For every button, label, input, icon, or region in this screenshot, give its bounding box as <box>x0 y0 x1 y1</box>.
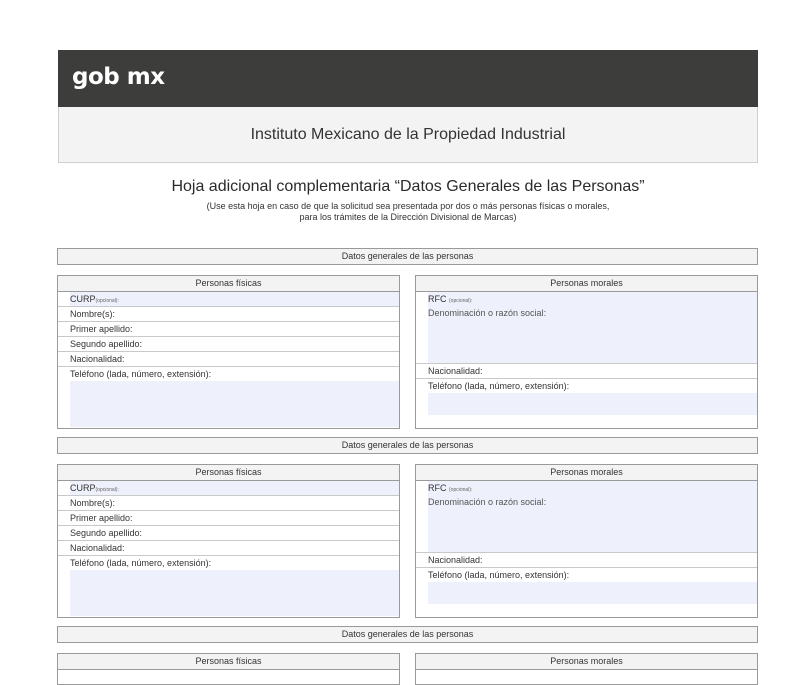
section-1-personas-fisicas <box>57 275 400 429</box>
morales-nacionalidad-label: Nacionalidad: <box>428 555 483 565</box>
telefono-input[interactable] <box>70 570 399 616</box>
denominacion-field[interactable] <box>416 306 757 364</box>
telefono-label: Teléfono (lada, número, extensión): <box>70 558 212 568</box>
morales-telefono-field[interactable] <box>416 379 757 415</box>
telefono-field[interactable] <box>58 367 399 427</box>
morales-telefono-input[interactable] <box>428 393 757 415</box>
institute-name: Instituto Mexicano de la Propiedad Industrial <box>58 107 758 163</box>
rfc-label: RFC <box>428 483 447 493</box>
primer-apellido-label: Primer apellido: <box>70 324 133 334</box>
primer-apellido-field[interactable] <box>58 322 399 337</box>
curp-optional-note: (opcional): <box>95 487 119 493</box>
nacionalidad-field[interactable] <box>58 541 399 556</box>
gob-mx-banner <box>58 50 758 107</box>
personas-morales-title: Personas morales <box>416 654 757 670</box>
nacionalidad-label: Nacionalidad: <box>70 543 125 553</box>
morales-telefono-field[interactable] <box>416 568 757 604</box>
curp-field[interactable] <box>58 292 399 307</box>
rfc-label: RFC <box>428 294 447 304</box>
personas-morales-title: Personas morales <box>416 465 757 481</box>
rfc-input[interactable] <box>428 481 757 495</box>
section-3-personas-fisicas <box>57 653 400 685</box>
segundo-apellido-field[interactable] <box>58 526 399 541</box>
curp-label: CURP <box>70 294 96 304</box>
personas-fisicas-title: Personas físicas <box>58 465 399 481</box>
rfc-input[interactable] <box>428 292 757 306</box>
telefono-field[interactable] <box>58 556 399 616</box>
section-2-personas-morales <box>415 464 758 618</box>
morales-nacionalidad-field[interactable] <box>416 364 757 379</box>
morales-telefono-label: Teléfono (lada, número, extensión): <box>428 570 570 580</box>
segundo-apellido-label: Segundo apellido: <box>70 528 143 538</box>
curp-field[interactable] <box>58 481 399 496</box>
nombre-field[interactable] <box>58 496 399 511</box>
telefono-label: Teléfono (lada, número, extensión): <box>70 369 212 379</box>
personas-morales-title: Personas morales <box>416 276 757 292</box>
morales-telefono-label: Teléfono (lada, número, extensión): <box>428 381 570 391</box>
nombre-label: Nombre(s): <box>70 309 116 319</box>
rfc-optional-note: (opcional): <box>449 298 473 304</box>
section-1-header: Datos generales de las personas <box>57 248 758 265</box>
telefono-input[interactable] <box>70 381 399 427</box>
morales-nacionalidad-field[interactable] <box>416 553 757 568</box>
section-1-personas-morales <box>415 275 758 429</box>
denominacion-label: Denominación o razón social: <box>428 497 547 507</box>
section-3-personas-morales <box>415 653 758 685</box>
denominacion-field[interactable] <box>416 495 757 553</box>
subtitle-line-2: para los trámites de la Dirección Divisional de Marcas) <box>299 212 517 222</box>
nacionalidad-label: Nacionalidad: <box>70 354 125 364</box>
curp-optional-note: (opcional): <box>95 298 119 304</box>
form-title: Hoja adicional complementaria “Datos Generales de las Personas” <box>171 178 645 195</box>
section-2-personas-fisicas <box>57 464 400 618</box>
personas-fisicas-title: Personas físicas <box>58 276 399 292</box>
morales-telefono-input[interactable] <box>428 582 757 604</box>
personas-fisicas-title: Personas físicas <box>58 654 399 670</box>
section-2-header: Datos generales de las personas <box>57 437 758 454</box>
nombre-label: Nombre(s): <box>70 498 116 508</box>
curp-input[interactable] <box>70 292 399 306</box>
form-subtitle <box>58 201 758 223</box>
morales-nacionalidad-label: Nacionalidad: <box>428 366 483 376</box>
section-3-header: Datos generales de las personas <box>57 626 758 643</box>
denominacion-label: Denominación o razón social: <box>428 308 547 318</box>
nombre-field[interactable] <box>58 307 399 322</box>
curp-label: CURP <box>70 483 96 493</box>
rfc-field[interactable] <box>416 481 757 495</box>
primer-apellido-label: Primer apellido: <box>70 513 133 523</box>
subtitle-line-1: (Use esta hoja en caso de que la solicitud sea presentada por dos o más personas físicas o morales, <box>206 201 610 211</box>
segundo-apellido-field[interactable] <box>58 337 399 352</box>
rfc-optional-note: (opcional): <box>449 487 473 493</box>
rfc-field[interactable] <box>416 292 757 306</box>
gob-mx-logo: gob mx <box>72 64 165 90</box>
primer-apellido-field[interactable] <box>58 511 399 526</box>
segundo-apellido-label: Segundo apellido: <box>70 339 143 349</box>
nacionalidad-field[interactable] <box>58 352 399 367</box>
curp-input[interactable] <box>70 481 399 495</box>
